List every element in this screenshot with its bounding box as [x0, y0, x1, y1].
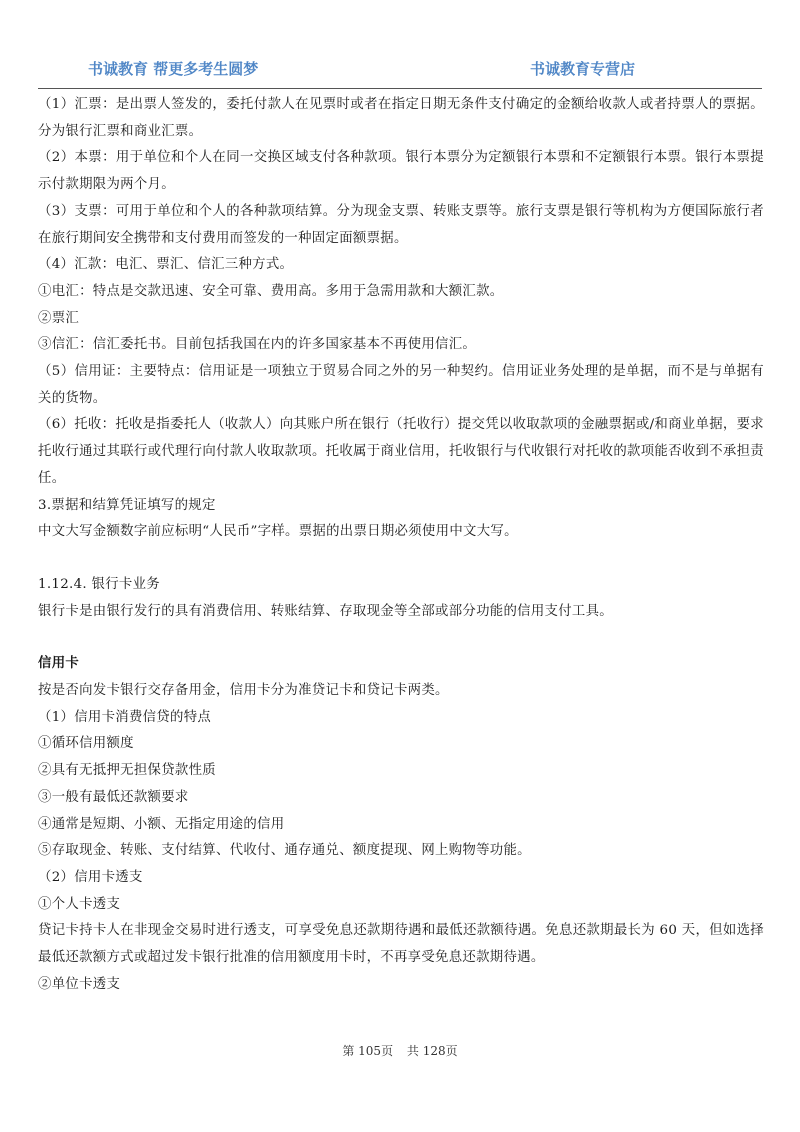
paragraph-consumer-credit-heading: （1）信用卡消费信贷的特点	[38, 709, 212, 725]
paragraph-rules-text: 中文大写金额数字前应标明“人民币”字样。票据的出票日期必须使用中文大写。	[38, 524, 518, 540]
header-brand-slogan: 书诚教育 帮更多考生圆梦	[88, 60, 259, 78]
spacer	[38, 625, 764, 651]
paragraph-credit-card-types: 按是否向发卡银行交存备用金，信用卡分为准贷记卡和贷记卡两类。	[38, 683, 449, 699]
paragraph-mail-transfer: ③信汇：信汇委托书。目前包括我国在内的许多国家基本不再使用信汇。	[38, 337, 477, 353]
header-store-name: 书诚教育专营店	[530, 60, 636, 78]
paragraph-overdraft-heading: （2）信用卡透支	[38, 869, 143, 885]
list-item: ②具有无抵押无担保贷款性质	[38, 763, 216, 779]
credit-card-heading: 信用卡	[38, 656, 80, 672]
paragraph-promissory-note: （2）本票：用于单位和个人在同一交换区域支付各种款项。银行本票分为定额银行本票和不定额银行本票。银行本票提示付款期限为两个月。	[38, 150, 764, 193]
paragraph-personal-overdraft: 贷记卡持卡人在非现金交易时进行透支，可享受免息还款期待遇和最低还款额待遇。免息还款期最长为 60 天，但如选择最低还款额方式或超过发卡银行批准的信用额度用卡时，不再享受免息还款期待遇。	[38, 923, 764, 966]
header-divider	[38, 88, 762, 89]
paragraph-demand-draft: ②票汇	[38, 310, 80, 326]
document-body	[38, 92, 764, 999]
page-footer	[0, 1042, 800, 1059]
paragraph-rules-heading: 3.票据和结算凭证填写的规定	[38, 497, 216, 513]
paragraph-letter-of-credit: （5）信用证：主要特点：信用证是一项独立于贸易合同之外的另一种契约。信用证业务处理的是单据，而不是与单据有关的货物。	[38, 364, 764, 406]
page-header	[0, 0, 800, 92]
list-item: ④通常是短期、小额、无指定用途的信用	[38, 816, 285, 832]
page-number: 第 105页	[342, 1044, 394, 1058]
list-item: ⑤存取现金、转账、支付结算、代收付、通存通兑、额度提现、网上购物等功能。	[38, 843, 531, 859]
paragraph-check: （3）支票：可用于单位和个人的各种款项结算。分为现金支票、转账支票等。旅行支票是银行等机构为方便国际旅行者在旅行期间安全携带和支付费用而签发的一种固定面额票据。	[38, 203, 764, 246]
list-item: ②单位卡透支	[38, 976, 121, 992]
spacer	[38, 546, 764, 572]
list-item: ①个人卡透支	[38, 896, 121, 912]
paragraph-bank-card: 银行卡是由银行发行的具有消费信用、转账结算、存取现金等全部或部分功能的信用支付工具。	[38, 603, 614, 619]
list-item: ①循环信用额度	[38, 736, 134, 752]
paragraph-telegraphic-transfer: ①电汇：特点是交款迅速、安全可靠、费用高。多用于急需用款和大额汇款。	[38, 283, 504, 299]
page-total: 共 128页	[406, 1044, 458, 1058]
paragraph-remittance: （4）汇款：电汇、票汇、信汇三种方式。	[38, 257, 294, 273]
paragraph-draft: （1）汇票：是出票人签发的，委托付款人在见票时或者在指定日期无条件支付确定的金额给收款人或者持票人的票据。分为银行汇票和商业汇票。	[38, 97, 764, 139]
section-number-heading: 1.12.4. 银行卡业务	[38, 576, 160, 592]
paragraph-collection: （6）托收：托收是指委托人（收款人）向其账户所在银行（托收行）提交凭以收取款项的金融票据或/和商业单据，要求托收行通过其联行或代理行向付款人收取款项。托收属于商业信用，托收银行与代收银行对托收的款项能否收到不承担责任。	[38, 417, 764, 486]
list-item: ③一般有最低还款额要求	[38, 789, 189, 805]
